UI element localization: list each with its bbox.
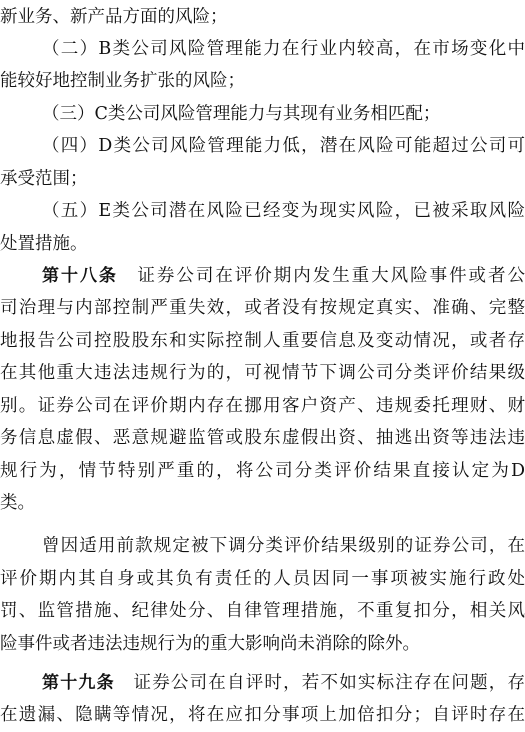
text-line: （二）B类公司风险管理能力在行业内较高，在市场变化中 <box>42 39 525 59</box>
text-line: 承受范围； <box>0 169 88 189</box>
article-heading-line: 第十九条 证券公司在自评时，若不如实标注存在问题，存 <box>42 673 525 693</box>
text-line: 能较好地控制业务扩张的风险； <box>0 71 245 91</box>
text-line: 新业务、新产品方面的风险； <box>0 7 228 27</box>
article-heading-line: 第十八条 证券公司在评价期内发生重大风险事件或者公 <box>42 266 525 286</box>
text-line: 在其他重大违法违规行为的，可视情节下调公司分类评价结果级 <box>0 363 525 383</box>
article-number: 第十八条 <box>42 266 118 286</box>
text-line: 评价期内其自身或其负有责任的人员因同一事项被实施行政处 <box>0 569 525 589</box>
text-line: 地报告公司控股股东和实际控制人重要信息及变动情况，或者存 <box>0 331 525 351</box>
text-line: 规行为，情节特别严重的，将公司分类评价结果直接认定为D <box>0 461 525 481</box>
text-line: 处置措施。 <box>0 234 88 254</box>
text-line: 险事件或者违法违规行为的重大影响尚未消除的除外。 <box>0 634 420 654</box>
text-line: 罚、监管措施、纪律处分、自律管理措施，不重复扣分，相关风 <box>0 601 525 621</box>
text-line: 务信息虚假、恶意规避监管或股东虚假出资、抽逃出资等违法违 <box>0 428 525 448</box>
text-line: 别。证券公司在评价期内存在挪用客户资产、违规委托理财、财 <box>0 396 525 416</box>
text-line: 在遗漏、隐瞒等情况，将在应扣分事项上加倍扣分；自评时存在 <box>0 705 525 725</box>
text-line: 司治理与内部控制严重失效，或者没有按规定真实、准确、完整 <box>0 298 525 318</box>
article-number: 第十九条 <box>42 673 115 693</box>
text-line: （五）E类公司潜在风险已经变为现实风险，已被采取风险 <box>42 201 525 221</box>
text-line: 曾因适用前款规定被下调分类评价结果级别的证券公司，在 <box>42 536 525 556</box>
text-line: 类。 <box>0 493 35 513</box>
text-line: （四）D类公司风险管理能力低，潜在风险可能超过公司可 <box>42 136 525 156</box>
text-line: （三）C类公司风险管理能力与其现有业务相匹配； <box>42 104 441 124</box>
